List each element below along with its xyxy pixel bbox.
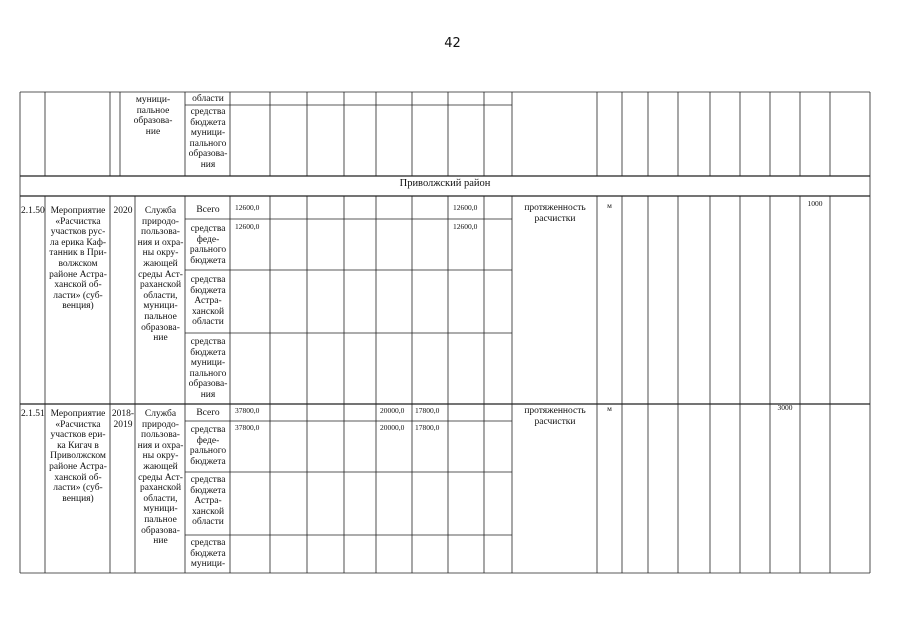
- funding-year-value: 17800,0: [415, 406, 440, 415]
- funding-label-municipal: средства бюджета муници- пального образова- ния: [188, 337, 228, 400]
- funding-label-federal: средства феде- рального бюджета: [189, 224, 227, 266]
- top-funding-oblast: области: [192, 94, 224, 104]
- funding-year-value: 20000,0: [380, 406, 405, 415]
- indicator-target: 1000: [807, 199, 823, 208]
- row-executor: Служба природо- пользова- ния и охра- ны окру- жающей среды Аст- раханской области, муници- пальное образова- ние: [137, 409, 184, 547]
- row-code: 2.1.50: [21, 206, 45, 216]
- funding-total-value: 12600,0: [235, 203, 260, 212]
- funding-label-oblast: средства бюджета Астра- ханской области: [190, 275, 226, 328]
- indicator-unit: м: [607, 404, 612, 413]
- funding-label-total: Всего: [196, 205, 220, 215]
- row-executor: Служба природо- пользова- ния и охра- ны окру- жающей среды Аст- раханской области, муници- пальное образова- ние: [137, 206, 184, 344]
- funding-label-oblast: средства бюджета Астра- ханской области: [190, 475, 226, 528]
- indicator-target: 3000: [777, 403, 793, 412]
- row-code: 2.1.51: [21, 409, 45, 419]
- region-title: Приволжский район: [399, 178, 491, 189]
- funding-label-federal: средства феде- рального бюджета: [189, 425, 227, 467]
- row-year: 2018- 2019: [111, 409, 135, 430]
- funding-label-total: Всего: [196, 408, 220, 418]
- row-name: Мероприятие «Расчистка участков ери- ка Кигач в Приволжском районе Астра- ханской об- ласти» (суб- венция): [49, 409, 107, 504]
- row-year: 2020: [113, 206, 133, 216]
- row-name: Мероприятие «Расчистка участков рус- ла ерика Каф- танник в При- волжском районе Астра- ханской об- ласти» (суб- венция): [49, 206, 107, 312]
- funding-federal-year-value: 12600,0: [453, 222, 478, 231]
- funding-federal-year-value: 20000,0: [380, 423, 405, 432]
- funding-federal-value: 37800,0: [235, 423, 260, 432]
- indicator-name: протяженность расчистки: [524, 203, 586, 224]
- top-executor-tail: муници- пальное образова- ние: [133, 95, 173, 137]
- indicator-name: протяженность расчистки: [524, 406, 586, 427]
- page-number: 42: [444, 36, 461, 51]
- funding-year-value: 12600,0: [453, 203, 478, 212]
- funding-federal-year-value: 17800,0: [415, 423, 440, 432]
- indicator-unit: м: [607, 201, 612, 210]
- top-funding-municipal: средства бюджета муници- пального образова- ния: [188, 107, 228, 170]
- funding-federal-value: 12600,0: [235, 222, 260, 231]
- funding-label-municipal: средства бюджета муници-: [190, 538, 226, 570]
- funding-total-value: 37800,0: [235, 406, 260, 415]
